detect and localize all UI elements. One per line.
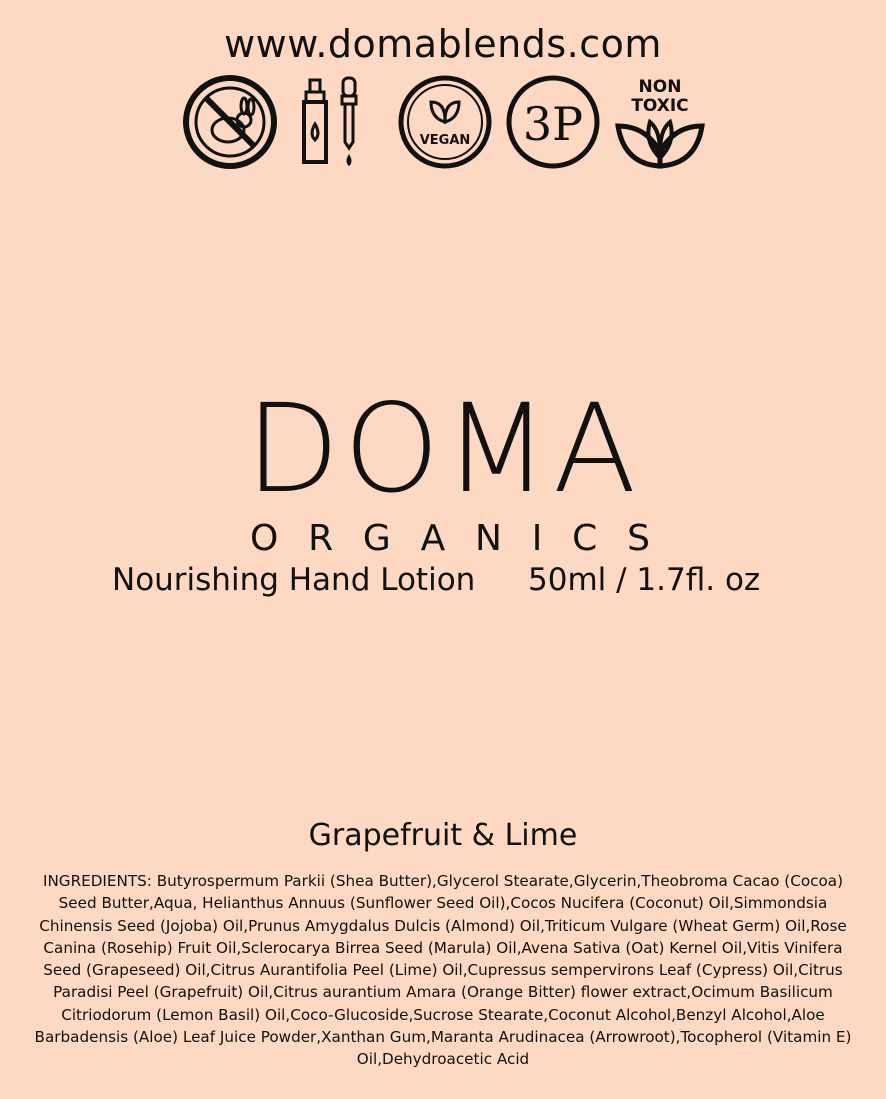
subtitle-letter: G — [362, 518, 391, 559]
vegan-icon — [395, 72, 495, 172]
brand-subtitle — [250, 518, 650, 559]
subtitle-letter: N — [475, 518, 502, 559]
svg-text:TOXIC: TOXIC — [631, 96, 689, 116]
svg-text:VEGAN: VEGAN — [419, 133, 471, 148]
subtitle-letter: I — [531, 518, 543, 559]
product-name: Nourishing Hand Lotion — [112, 562, 476, 598]
product-scent: Grapefruit & Lime — [308, 818, 578, 853]
certification-badges — [180, 72, 710, 172]
three-p-certification-icon — [503, 72, 603, 172]
brand-name: DOMA — [245, 378, 641, 520]
non-toxic-icon — [610, 72, 710, 172]
subtitle-letter: A — [420, 518, 446, 559]
svg-text:NON: NON — [638, 77, 682, 97]
subtitle-letter: O — [250, 518, 279, 559]
cruelty-free-icon — [180, 72, 280, 172]
product-size: 50ml / 1.7fl. oz — [528, 562, 761, 598]
subtitle-letter: C — [572, 518, 598, 559]
svg-text:3P: 3P — [522, 97, 583, 151]
subtitle-letter: R — [308, 518, 334, 559]
website-url: www.domablends.com — [224, 22, 662, 66]
ingredients-list: INGREDIENTS: Butyrospermum Parkii (Shea Butter),Glycerol Stearate,Glycerin,Theobroma Cacao (Cocoa) Seed Butter,Aqua, Helianthus Annuus (Sunflower Seed Oil),Cocos Nucifera (Coconut) Oil,Simmondsia Chinensis Seed (Jojoba) Oil,Prunus Amygdalus Dulcis (Almond) Oil,Triticum Vulgare (Wheat Germ) Oil,Rose Canina (Rosehip) Fruit Oil,Sclerocarya Birrea Seed (Marula) Oil,Avena Sativa (Oat) Kernel Oil,Vitis Vinifera Seed (Grapeseed) Oil,Citrus Aurantifolia Peel (Lime) Oil,Cupressus sempervirons Leaf (Cypress) Oil,Citrus Paradisi Peel (Grapefruit) Oil,Citrus aurantium Amara (Orange Bitter) flower extract,Ocimum Basilicum Citriodorum (Lemon Basil) Oil,Coco-Glucoside,Sucrose Stearate,Coconut Alcohol,Benzyl Alcohol,Aloe Barbadensis (Aloe) Leaf Juice Powder,Xanthan Gum,Maranta Arudinacea (Arrowroot),Tocopherol (Vitamin E) Oil,Dehydroacetic Acid — [34, 872, 852, 1069]
subtitle-letter: S — [627, 518, 650, 559]
dropper-bottle-icon — [288, 72, 388, 172]
